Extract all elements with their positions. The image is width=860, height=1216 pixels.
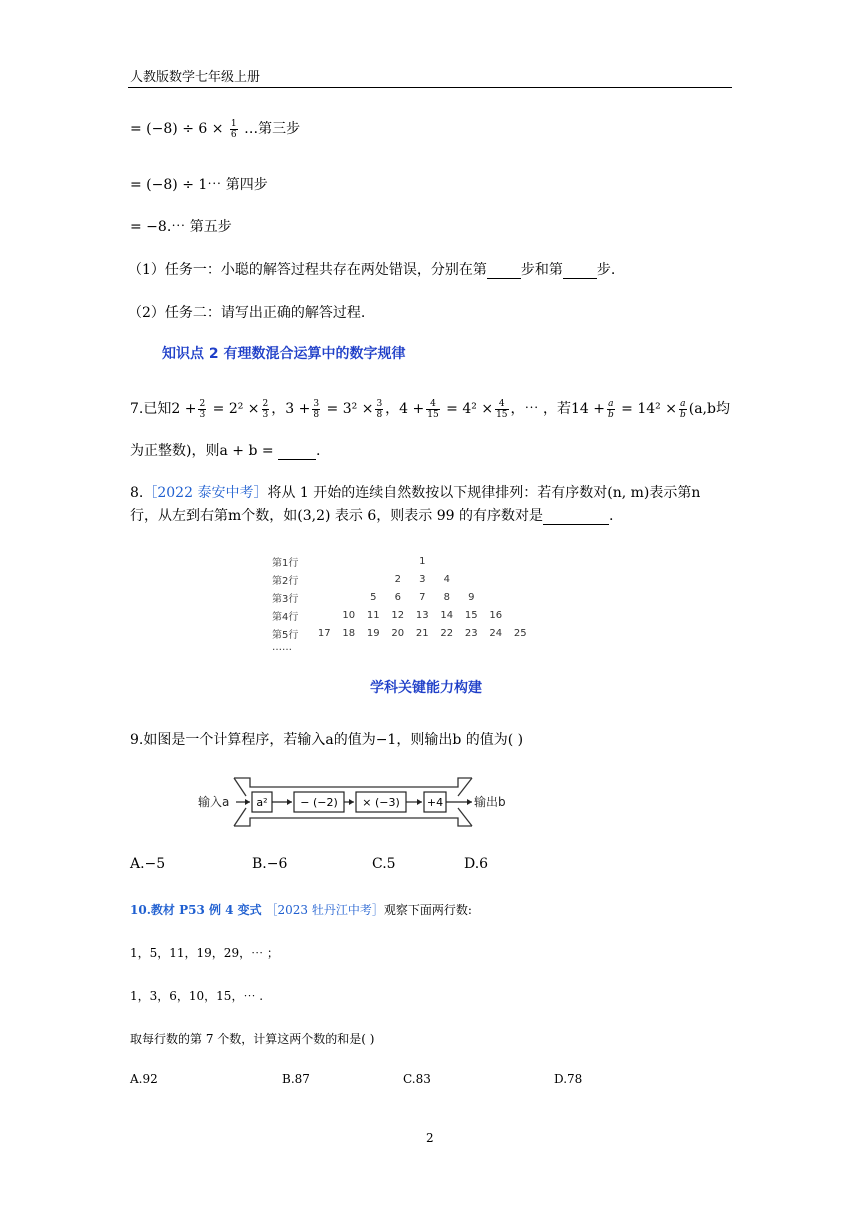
grid-cell bbox=[435, 552, 460, 570]
flow-box-label: a² bbox=[256, 796, 268, 809]
q8-source-tag: ［2022 泰安中考］ bbox=[143, 485, 268, 501]
grid-cell: 13 bbox=[415, 609, 429, 621]
grid-ellipsis: …… bbox=[272, 642, 292, 653]
grid-row-label: 第3行 bbox=[272, 593, 299, 605]
q9-option-d[interactable]: D.6 bbox=[464, 856, 489, 872]
numerator: 3 bbox=[376, 398, 383, 409]
grid-cell: 15 bbox=[464, 609, 478, 621]
grid-cell bbox=[361, 570, 386, 588]
q10-option-d[interactable]: D.78 bbox=[554, 1072, 583, 1086]
grid-cell: 11 bbox=[366, 609, 380, 621]
denominator: 3 bbox=[199, 409, 206, 420]
flow-box-label: − (−2) bbox=[300, 796, 338, 809]
task-one bbox=[128, 259, 615, 279]
grid-cell: 10 bbox=[342, 609, 356, 621]
grid-cell bbox=[459, 552, 484, 570]
grid-cell: 12 bbox=[391, 609, 405, 621]
q10-text: 观察下面两行数: bbox=[383, 903, 472, 917]
grid-cell bbox=[312, 552, 337, 570]
question-7-line-2 bbox=[130, 440, 321, 460]
numerator: 2 bbox=[262, 398, 269, 409]
grid-row-label: 第1行 bbox=[272, 557, 299, 569]
step-three-tail: …第三步 bbox=[244, 121, 301, 137]
grid-cell: 2 bbox=[394, 573, 401, 585]
q7-part: = 4² × bbox=[441, 401, 494, 417]
denominator: 8 bbox=[376, 409, 383, 420]
q7-part: (a,b均 bbox=[688, 401, 730, 417]
page-number: 2 bbox=[426, 1131, 434, 1145]
q8-text-end: . bbox=[609, 508, 614, 524]
task-two: （2）任务二：请写出正确的解答过程. bbox=[128, 305, 366, 321]
grid-cell: 20 bbox=[391, 627, 405, 639]
fraction bbox=[312, 399, 320, 420]
q8-number: 8. bbox=[130, 485, 144, 501]
grid-cell bbox=[484, 588, 509, 606]
grid-cell bbox=[312, 606, 337, 624]
grid-cell: 6 bbox=[394, 591, 401, 603]
q9-option-c[interactable]: C.5 bbox=[372, 856, 396, 872]
denominator: 15 bbox=[496, 409, 508, 420]
q7-part: ，3 + bbox=[271, 401, 311, 417]
denominator: b bbox=[607, 409, 614, 420]
q10-option-c[interactable]: C.83 bbox=[403, 1072, 431, 1086]
question-7-line-1 bbox=[130, 398, 730, 420]
grid-cell: 9 bbox=[468, 591, 475, 603]
question-8-line-2 bbox=[130, 505, 613, 525]
grid-cell bbox=[337, 570, 362, 588]
answer-blank[interactable] bbox=[278, 443, 316, 460]
page-header-title: 人教版数学七年级上册 bbox=[130, 70, 261, 85]
denominator: 8 bbox=[313, 409, 320, 420]
fraction bbox=[230, 119, 238, 140]
q8-text-2: 行，从左到右第m个数，如(3,2) 表示 6，则表示 99 的有序数对是 bbox=[130, 508, 543, 524]
grid-cell: 21 bbox=[415, 627, 429, 639]
fraction bbox=[262, 399, 270, 420]
grid-cell bbox=[508, 588, 533, 606]
question-8-line-1 bbox=[130, 482, 700, 502]
numerator: a bbox=[608, 398, 614, 409]
q7-part: = 14² × bbox=[616, 401, 677, 417]
q7-line2-end: . bbox=[316, 443, 321, 459]
grid-cell: 16 bbox=[489, 609, 503, 621]
grid-row bbox=[272, 588, 533, 606]
section-heading-key-ability: 学科关键能力构建 bbox=[370, 680, 482, 696]
computation-flowchart bbox=[196, 774, 526, 834]
question-10-line bbox=[130, 901, 472, 918]
grid-row-label: 第2行 bbox=[272, 575, 299, 587]
q10-number: 10. bbox=[130, 903, 151, 917]
q7-part: ，4 + bbox=[385, 401, 425, 417]
grid-cell: 1 bbox=[419, 555, 426, 567]
step-three-line bbox=[130, 118, 300, 140]
grid-cell bbox=[484, 570, 509, 588]
grid-row bbox=[272, 606, 533, 624]
q7-part: = 3² × bbox=[322, 401, 374, 417]
q10-textbook-tag: 教材 P53 例 4 变式 bbox=[150, 903, 262, 917]
flow-output-label: 输出b bbox=[474, 795, 506, 809]
denominator: b bbox=[679, 409, 686, 420]
q9-option-a[interactable]: A.−5 bbox=[130, 856, 166, 872]
grid-cell: 8 bbox=[443, 591, 450, 603]
flow-box-label: +4 bbox=[426, 796, 444, 809]
q10-row-2: 1，3，6，10，15，⋯ . bbox=[130, 989, 264, 1003]
grid-cell bbox=[312, 570, 337, 588]
denominator: 15 bbox=[427, 409, 439, 420]
q8-text-1: 将从 1 开始的连续自然数按以下规律排列：若有序数对(n, m)表示第n bbox=[267, 485, 701, 501]
grid-cell bbox=[484, 552, 509, 570]
numerator: 1 bbox=[230, 118, 237, 129]
flow-input-label: 输入a bbox=[198, 795, 230, 809]
grid-cell: 23 bbox=[464, 627, 478, 639]
denominator: 3 bbox=[262, 409, 269, 420]
q7-part: = 2² × bbox=[208, 401, 260, 417]
numerator: 4 bbox=[426, 399, 439, 410]
numerator: a bbox=[680, 398, 686, 409]
grid-cell: 14 bbox=[440, 609, 454, 621]
task-one-text-c: 步. bbox=[596, 262, 616, 278]
flowchart-svg bbox=[196, 774, 526, 830]
numerator: 3 bbox=[313, 398, 320, 409]
grid-cell bbox=[459, 570, 484, 588]
grid-cell: 25 bbox=[513, 627, 527, 639]
header-rule bbox=[128, 87, 732, 88]
answer-blank[interactable] bbox=[543, 508, 609, 525]
grid-cell: 22 bbox=[440, 627, 454, 639]
flow-box-label: × (−3) bbox=[362, 796, 400, 809]
grid-cell bbox=[312, 588, 337, 606]
grid-cell bbox=[508, 570, 533, 588]
q7-part: 7.已知2 + bbox=[130, 401, 197, 417]
task-one-text-b: 步和第 bbox=[520, 262, 563, 278]
section-heading-knowledge-2: 知识点 2 有理数混合运算中的数字规律 bbox=[162, 346, 406, 362]
grid-row bbox=[272, 552, 533, 570]
grid-row bbox=[272, 570, 533, 588]
fraction bbox=[375, 399, 383, 420]
grid-cell: 24 bbox=[489, 627, 503, 639]
q10-source-tag: ［2023 牡丹江中考］ bbox=[265, 903, 384, 917]
grid-cell: 4 bbox=[443, 573, 450, 585]
grid-cell bbox=[337, 552, 362, 570]
grid-row-label: 第5行 bbox=[272, 629, 299, 641]
grid-row-label: 第4行 bbox=[272, 611, 299, 623]
denominator: 6 bbox=[230, 129, 237, 140]
fraction bbox=[679, 399, 687, 420]
step-five-line: = −8.⋯ 第五步 bbox=[130, 219, 232, 235]
fraction bbox=[607, 399, 615, 420]
fraction bbox=[426, 399, 439, 420]
grid-cell bbox=[361, 552, 386, 570]
grid-cell: 17 bbox=[317, 627, 331, 639]
grid-cell: 3 bbox=[419, 573, 426, 585]
grid-cell bbox=[337, 588, 362, 606]
task-one-text-a: （1）任务一：小聪的解答过程共存在两处错误，分别在第 bbox=[128, 262, 487, 278]
grid-cell bbox=[508, 552, 533, 570]
grid-cell: 5 bbox=[370, 591, 377, 603]
number-triangle-table bbox=[272, 552, 533, 642]
q10-option-b[interactable]: B.87 bbox=[282, 1072, 310, 1086]
numerator: 2 bbox=[199, 398, 206, 409]
q7-line2-text: 为正整数)，则a + b = bbox=[130, 443, 279, 459]
step-four-line: = (−8) ÷ 1⋯ 第四步 bbox=[130, 177, 268, 193]
q9-option-b[interactable]: B.−6 bbox=[252, 856, 288, 872]
grid-cell bbox=[386, 552, 411, 570]
number-triangle-figure bbox=[272, 552, 533, 653]
question-9-text: 9.如图是一个计算程序，若输入a的值为−1，则输出b 的值为( ) bbox=[130, 732, 524, 748]
grid-cell: 19 bbox=[366, 627, 380, 639]
step-three-text: = (−8) ÷ 6 × bbox=[130, 121, 224, 137]
answer-blank[interactable] bbox=[487, 262, 521, 279]
q10-option-a[interactable]: A.92 bbox=[130, 1072, 158, 1086]
answer-blank[interactable] bbox=[563, 262, 597, 279]
q10-question: 取每行数的第 7 个数，计算这两个数的和是( ) bbox=[130, 1032, 375, 1046]
numerator: 4 bbox=[495, 399, 508, 410]
fraction bbox=[495, 399, 508, 420]
grid-cell: 7 bbox=[419, 591, 426, 603]
q10-row-1: 1，5，11，19，29，⋯ ； bbox=[130, 946, 279, 960]
fraction bbox=[198, 399, 206, 420]
grid-cell bbox=[508, 606, 533, 624]
grid-cell: 18 bbox=[342, 627, 356, 639]
grid-row bbox=[272, 624, 533, 642]
q7-part: ，⋯ ，若14 + bbox=[510, 401, 605, 417]
